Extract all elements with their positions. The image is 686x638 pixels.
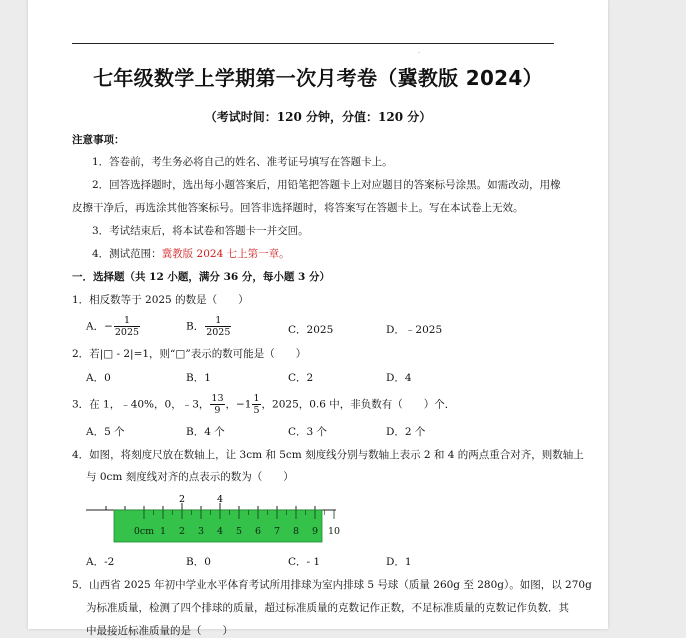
q2-option-d: D．4 bbox=[386, 372, 412, 384]
q4-stem-line1: 4．如图，将刻度尺放在数轴上，让 3cm 和 5cm 刻度线分别与数轴上表示 2 和 4 的两点重合对齐，则数轴上 bbox=[72, 449, 584, 461]
q3-option-b: B．4 个 bbox=[186, 426, 225, 438]
q2-option-b: B．1 bbox=[186, 372, 211, 384]
q3-stem bbox=[72, 393, 455, 416]
q3-f2-numerator: 1 bbox=[253, 393, 260, 404]
ruler-label-5: 5 bbox=[235, 526, 243, 537]
ruler-label-7: 7 bbox=[273, 526, 281, 537]
notice-item-3: 3．考试结束后，将本试卷和答题卡一并交回。 bbox=[92, 225, 309, 237]
ruler-number-line-svg bbox=[86, 493, 341, 545]
q1-option-a-fraction bbox=[114, 315, 140, 338]
q1-b-denominator: 2025 bbox=[206, 327, 231, 338]
q3-f1-denominator: 9 bbox=[214, 405, 221, 416]
q1-b-numerator: 1 bbox=[205, 315, 231, 327]
q1-option-b bbox=[186, 315, 232, 338]
ruler-label-2: 2 bbox=[178, 526, 186, 537]
notice-heading: 注意事项： bbox=[72, 134, 125, 146]
number-line-ticks bbox=[106, 503, 315, 510]
q3-option-a: A．5 个 bbox=[86, 426, 125, 438]
ruler-label-3: 3 bbox=[197, 526, 205, 537]
exam-subtitle: （考试时间：120 分钟，分值：120 分） bbox=[204, 110, 432, 124]
q1-option-b-fraction bbox=[205, 315, 231, 338]
ruler-label-9: 9 bbox=[311, 526, 319, 537]
ruler-label-10: 10 bbox=[327, 526, 341, 537]
ruler-label-0: 0cm bbox=[133, 526, 155, 537]
section-heading-choice: 一．选择题（共 12 小题，满分 36 分，每小题 3 分） bbox=[72, 271, 330, 283]
q2-option-a: A．0 bbox=[86, 372, 111, 384]
notice-item-2b: 皮擦干净后，再选涂其他答案标号。回答非选择题时，将答案写在答题卡上。写在本试卷上无效。 bbox=[72, 202, 524, 214]
q3-option-c: C．3 个 bbox=[288, 426, 328, 438]
q3-stem-pre: 3．在 1，﹣40%，0，﹣3， bbox=[72, 398, 210, 411]
q3-f1-numerator: 13 bbox=[211, 393, 224, 404]
q1-option-c: C．2025 bbox=[288, 324, 334, 336]
axis-label-2: 2 bbox=[178, 494, 186, 505]
q5-stem-line1: 5．山西省 2025 年初中学业水平体育考试所用排球为室内排球 5 号球（质量 260g 至 280g）。如图，以 270g bbox=[72, 579, 592, 591]
q1-option-a bbox=[86, 315, 141, 338]
q3-f2-denominator: 5 bbox=[253, 405, 260, 416]
ruler-label-8: 8 bbox=[292, 526, 300, 537]
q1-option-a-prefix: A．− bbox=[86, 320, 113, 333]
q2-stem: 2．若|□ - 2|=1，则“□”表示的数可能是（ ） bbox=[72, 348, 307, 360]
q1-option-b-prefix: B． bbox=[186, 320, 205, 333]
document-page bbox=[28, 0, 608, 637]
q4-option-a: A．-2 bbox=[86, 556, 115, 568]
notice-item-2a: 2．回答选择题时，选出每小题答案后，用铅笔把答题卡上对应题目的答案标号涂黑。如需改动，用橡 bbox=[92, 179, 561, 191]
q4-option-d: D．1 bbox=[386, 556, 412, 568]
header-rule bbox=[72, 43, 554, 44]
notice-item-4 bbox=[92, 247, 290, 261]
ruler-label-6: 6 bbox=[254, 526, 262, 537]
ruler-figure bbox=[86, 493, 341, 549]
notice-item-4-prefix: 4．测试范围： bbox=[92, 248, 162, 260]
q5-stem-line3: 中最接近标准质量的是（ ） bbox=[86, 625, 233, 637]
q4-stem-line2: 与 0cm 刻度线对齐的点表示的数为（ ） bbox=[86, 471, 294, 483]
q3-option-d: D．2 个 bbox=[386, 426, 426, 438]
q3-fraction-13-9 bbox=[210, 393, 224, 416]
q3-stem-post: ，2025，0.6 中，非负数有（ ）个． bbox=[261, 398, 456, 411]
ruler-label-4: 4 bbox=[216, 526, 224, 537]
notice-item-1: 1．答卷前，考生务必将自己的姓名、准考证号填写在答题卡上。 bbox=[92, 156, 393, 168]
header-dot: · bbox=[418, 50, 420, 57]
q4-option-c: C．- 1 bbox=[288, 556, 321, 568]
q1-stem: 1．相反数等于 2025 的数是（ ） bbox=[72, 294, 249, 306]
notice-item-4-range: 冀教版 2024 七上第一章。 bbox=[161, 248, 290, 260]
q3-fraction-1-5 bbox=[252, 393, 260, 416]
q2-option-c: C．2 bbox=[288, 372, 314, 384]
q1-option-d: D．﹣2025 bbox=[386, 324, 443, 336]
exam-title: 七年级数学上学期第一次月考卷（冀教版 2024） bbox=[93, 66, 543, 90]
ruler-label-1: 1 bbox=[159, 526, 167, 537]
axis-label-4: 4 bbox=[216, 494, 224, 505]
q4-option-b: B．0 bbox=[186, 556, 211, 568]
q1-a-numerator: 1 bbox=[114, 315, 140, 327]
q3-stem-mid: ，−1 bbox=[225, 398, 252, 411]
q5-stem-line2: 为标准质量，检测了四个排球的质量，超过标准质量的克数记作正数，不足标准质量的克数记作负数．其 bbox=[86, 602, 569, 614]
q1-a-denominator: 2025 bbox=[114, 327, 140, 338]
